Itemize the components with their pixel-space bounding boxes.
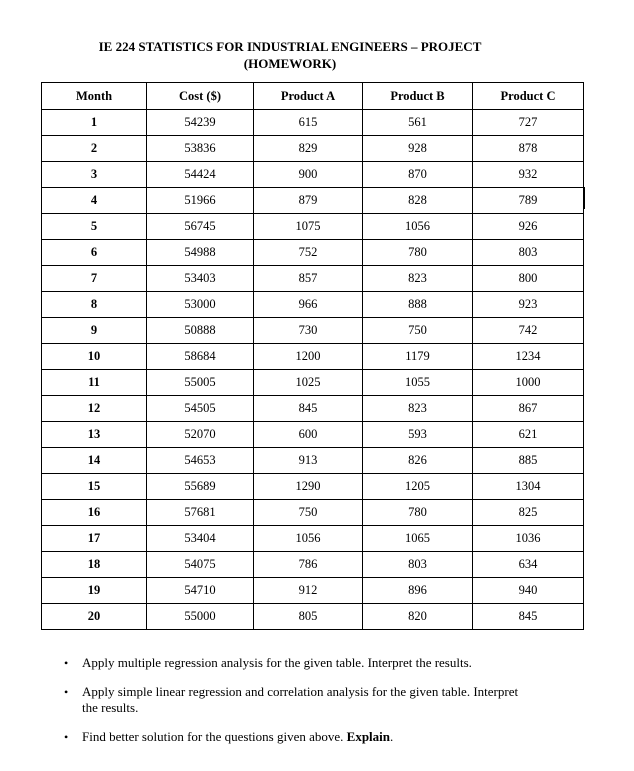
cell-product-a: 829: [254, 136, 363, 162]
cell-product-a: 752: [254, 240, 363, 266]
cell-product-c: 1000: [473, 370, 584, 396]
cell-month: 20: [42, 604, 147, 630]
cell-product-b: 561: [363, 110, 473, 136]
cell-product-a: 730: [254, 318, 363, 344]
cell-product-b: 820: [363, 604, 473, 630]
cell-cost: 52070: [147, 422, 254, 448]
cell-product-c: 727: [473, 110, 584, 136]
column-header-cost: Cost ($): [147, 83, 254, 110]
cell-cost: 54239: [147, 110, 254, 136]
table-row: [42, 136, 584, 162]
cell-cost: 55689: [147, 474, 254, 500]
cell-product-b: 928: [363, 136, 473, 162]
table-row: [42, 448, 584, 474]
cell-product-b: 1065: [363, 526, 473, 552]
cell-month: 5: [42, 214, 147, 240]
cell-product-c: 800: [473, 266, 584, 292]
cell-product-c: 1036: [473, 526, 584, 552]
task-item: [62, 684, 532, 716]
cell-product-c: 825: [473, 500, 584, 526]
cell-product-a: 913: [254, 448, 363, 474]
cell-product-b: 1205: [363, 474, 473, 500]
cell-month: 7: [42, 266, 147, 292]
cell-product-b: 896: [363, 578, 473, 604]
cell-month: 15: [42, 474, 147, 500]
cell-product-a: 786: [254, 552, 363, 578]
cell-product-a: 615: [254, 110, 363, 136]
bullet-icon: •: [64, 730, 69, 744]
cell-cost: 53404: [147, 526, 254, 552]
cell-product-b: 823: [363, 396, 473, 422]
cell-product-b: 870: [363, 162, 473, 188]
cell-product-b: 1055: [363, 370, 473, 396]
cell-product-b: 826: [363, 448, 473, 474]
cell-month: 19: [42, 578, 147, 604]
table-row: [42, 474, 584, 500]
cell-month: 8: [42, 292, 147, 318]
table-row: [42, 344, 584, 370]
cell-product-c: 926: [473, 214, 584, 240]
cell-cost: 57681: [147, 500, 254, 526]
title-line-1: IE 224 STATISTICS FOR INDUSTRIAL ENGINEERS – PROJECT: [98, 39, 482, 54]
table-row: [42, 188, 584, 214]
cell-cost: 50888: [147, 318, 254, 344]
table-row: [42, 422, 584, 448]
cell-month: 6: [42, 240, 147, 266]
cell-cost: 51966: [147, 188, 254, 214]
cell-product-b: 593: [363, 422, 473, 448]
cell-cost: 54424: [147, 162, 254, 188]
cell-product-b: 828: [363, 188, 473, 214]
cell-product-a: 1290: [254, 474, 363, 500]
cell-month: 4: [42, 188, 147, 214]
cell-cost: 56745: [147, 214, 254, 240]
cell-product-c: 621: [473, 422, 584, 448]
cell-month: 14: [42, 448, 147, 474]
cell-cost: 54988: [147, 240, 254, 266]
cell-product-a: 966: [254, 292, 363, 318]
cell-month: 18: [42, 552, 147, 578]
cell-product-c: 940: [473, 578, 584, 604]
bullet-icon: •: [64, 656, 69, 670]
cell-product-a: 879: [254, 188, 363, 214]
table-row: [42, 318, 584, 344]
cell-product-a: 1025: [254, 370, 363, 396]
cell-month: 9: [42, 318, 147, 344]
task-text: Apply multiple regression analysis for the given table. Interpret the results.: [82, 655, 472, 670]
task-item: [62, 655, 532, 671]
cell-month: 2: [42, 136, 147, 162]
cell-cost: 58684: [147, 344, 254, 370]
cell-cost: 54710: [147, 578, 254, 604]
cell-month: 13: [42, 422, 147, 448]
cell-product-c: 932: [473, 162, 584, 188]
cell-month: 1: [42, 110, 147, 136]
cell-cost: 53836: [147, 136, 254, 162]
table-row: [42, 266, 584, 292]
column-header-product-b: Product B: [363, 83, 473, 110]
cell-product-b: 823: [363, 266, 473, 292]
cell-product-c: 923: [473, 292, 584, 318]
cell-product-b: 1056: [363, 214, 473, 240]
document-title: [40, 38, 540, 72]
table-row: [42, 162, 584, 188]
table-row: [42, 370, 584, 396]
cell-product-c: 867: [473, 396, 584, 422]
cell-product-c: 803: [473, 240, 584, 266]
cell-product-b: 780: [363, 240, 473, 266]
column-header-product-c: Product C: [473, 83, 584, 110]
task-text: Apply simple linear regression and correlation analysis for the given table. Interpret the results.: [82, 684, 519, 715]
cell-product-a: 845: [254, 396, 363, 422]
task-list: [62, 655, 532, 758]
cell-product-c: 1234: [473, 344, 584, 370]
task-emphasis: Explain: [346, 729, 391, 744]
cell-month: 12: [42, 396, 147, 422]
column-header-product-a: Product A: [254, 83, 363, 110]
cell-cost: 55005: [147, 370, 254, 396]
cell-product-c: 878: [473, 136, 584, 162]
table-body: [42, 110, 584, 630]
cell-product-a: 1200: [254, 344, 363, 370]
cell-cost: 54653: [147, 448, 254, 474]
cell-product-a: 1075: [254, 214, 363, 240]
cell-product-b: 1179: [363, 344, 473, 370]
cell-cost: 54075: [147, 552, 254, 578]
cell-product-c: 789: [473, 188, 584, 214]
task-item: [62, 729, 532, 745]
table-row: [42, 552, 584, 578]
cell-product-c: 845: [473, 604, 584, 630]
cell-product-c: 634: [473, 552, 584, 578]
table-row: [42, 526, 584, 552]
cell-product-c: 885: [473, 448, 584, 474]
cell-product-c: 742: [473, 318, 584, 344]
cell-cost: 53403: [147, 266, 254, 292]
cell-product-a: 900: [254, 162, 363, 188]
task-text: Find better solution for the questions given above.: [82, 729, 344, 744]
cell-product-c: 1304: [473, 474, 584, 500]
cell-month: 16: [42, 500, 147, 526]
table-row: [42, 214, 584, 240]
cell-product-a: 600: [254, 422, 363, 448]
table-row: [42, 500, 584, 526]
table-row: [42, 604, 584, 630]
cell-product-a: 805: [254, 604, 363, 630]
cell-product-b: 780: [363, 500, 473, 526]
task-end: .: [390, 729, 394, 744]
cell-month: 17: [42, 526, 147, 552]
title-line-2: (HOMEWORK): [243, 56, 337, 71]
cell-product-a: 750: [254, 500, 363, 526]
cell-product-a: 1056: [254, 526, 363, 552]
table-row: [42, 240, 584, 266]
table-row: [42, 292, 584, 318]
cell-product-a: 912: [254, 578, 363, 604]
table-header-row: [42, 83, 584, 110]
cell-cost: 55000: [147, 604, 254, 630]
table-row: [42, 110, 584, 136]
cell-month: 11: [42, 370, 147, 396]
column-header-month: Month: [42, 83, 147, 110]
cell-product-b: 888: [363, 292, 473, 318]
cell-product-b: 803: [363, 552, 473, 578]
cell-month: 10: [42, 344, 147, 370]
cell-month: 3: [42, 162, 147, 188]
table-row: [42, 396, 584, 422]
table-row: [42, 578, 584, 604]
cell-product-b: 750: [363, 318, 473, 344]
cell-cost: 53000: [147, 292, 254, 318]
data-table: [41, 82, 584, 630]
margin-mark: [583, 187, 585, 209]
cell-cost: 54505: [147, 396, 254, 422]
cell-product-a: 857: [254, 266, 363, 292]
bullet-icon: •: [64, 685, 69, 699]
